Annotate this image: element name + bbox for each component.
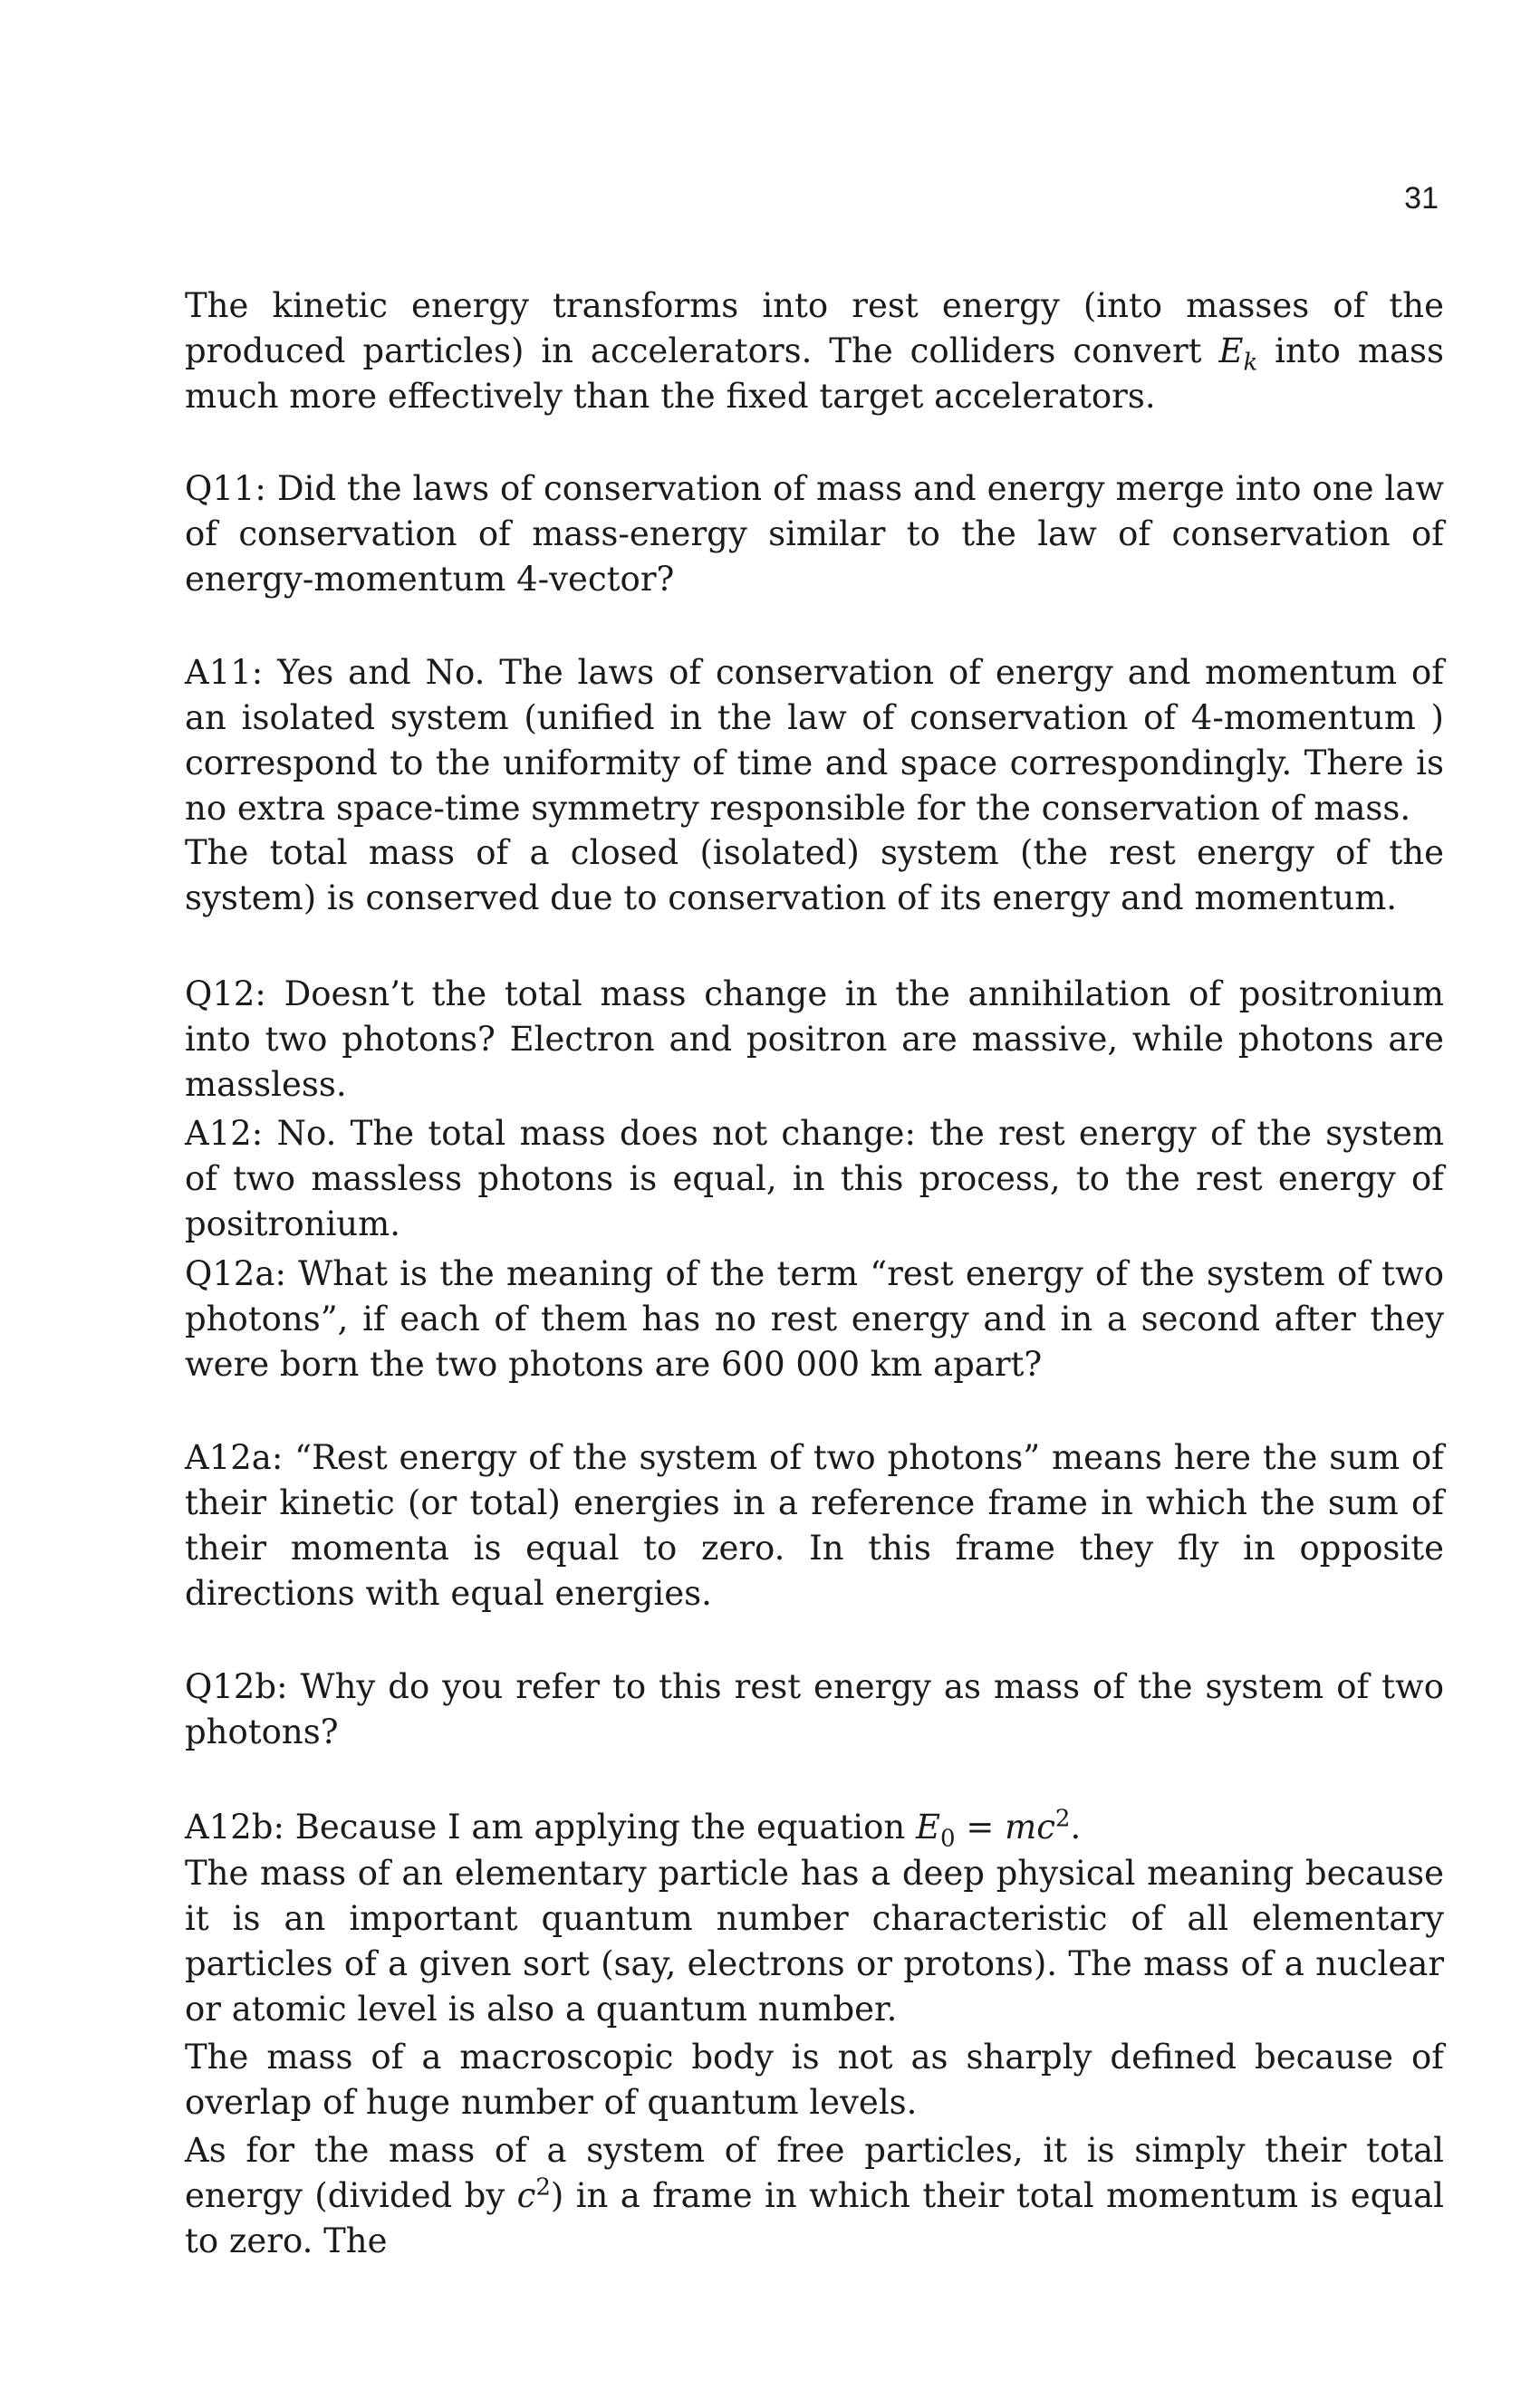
free-particles-text-end: ) in a frame in which their total momentum is equal to zero. The <box>185 2176 1444 2260</box>
kinetic-energy-symbol: E <box>1218 331 1244 370</box>
rest-energy-subscript: 0 <box>940 1825 956 1853</box>
kinetic-energy-subscript: k <box>1243 349 1258 377</box>
speed-of-light-exponent: 2 <box>535 2173 551 2202</box>
answer-a12a <box>185 1435 1444 1617</box>
answer-a11 <box>185 650 1444 831</box>
speed-of-light-symbol: c <box>516 2176 536 2215</box>
intro-text-start: The kinetic energy transforms into rest energy (into masses of the produced particles) in accelerators. The colliders convert <box>185 286 1444 370</box>
macroscopic-mass-text: The mass of a macroscopic body is not as sharply defined because of overlap of huge number of quantum levels. <box>185 2038 1444 2122</box>
elementary-mass-text: The mass of an elementary particle has a deep physical meaning because it is an important quantum number characteristic of all elementary particles of a given sort (say, electrons or protons). The mass of a nuclear or atomic level is also a quantum number. <box>185 1854 1444 2029</box>
equation-period: . <box>1070 1808 1082 1847</box>
mass-c-symbol: mc <box>1005 1808 1055 1847</box>
question-q12b <box>185 1664 1444 1755</box>
rest-energy-symbol: E <box>916 1808 941 1847</box>
free-particles-text-start: As for the mass of a system of free particles, it is simply their total energy (divided by <box>185 2131 1444 2215</box>
paragraph-free-particles-mass <box>185 2128 1444 2264</box>
answer-a12b <box>185 1805 1444 1853</box>
paragraph-elementary-mass <box>185 1851 1444 2032</box>
answer-a12 <box>185 1111 1444 1247</box>
answer-a12-text: A12: No. The total mass does not change: the rest energy of the system of two massless photons is equal, in this process, to the rest energy of positronium. <box>185 1114 1444 1243</box>
question-q12b-text: Q12b: Why do you refer to this rest energy as mass of the system of two photons? <box>185 1667 1444 1751</box>
question-q12a <box>185 1252 1444 1387</box>
answer-a11-text: A11: Yes and No. The laws of conservation of energy and momentum of an isolated system (unified in the law of conservation of 4-momentum ) correspond to the uniformity of time and space correspondingly. There is no extra space-time symmetry responsible for the conservation of mass. <box>185 653 1444 828</box>
question-q12a-text: Q12a: What is the meaning of the term “rest energy of the system of two photons”, if each of them has no rest energy and in a second after they were born the two photons are 600 000 km apart? <box>185 1254 1444 1384</box>
question-q11 <box>185 466 1444 602</box>
equals-sign: = <box>955 1808 1006 1847</box>
intro-text-end: into mass much more effectively than the fixed target accelerators. <box>185 331 1445 416</box>
paragraph-macroscopic-mass <box>185 2035 1444 2125</box>
answer-a11-continuation <box>185 830 1444 921</box>
question-q12 <box>185 972 1444 1108</box>
page-number: 31 <box>1404 181 1439 216</box>
answer-a12b-text: A12b: Because I am applying the equation <box>185 1808 917 1847</box>
answer-a11-continuation-text: The total mass of a closed (isolated) system (the rest energy of the system) is conserved due to conservation of its energy and momentum. <box>185 833 1444 917</box>
answer-a12a-text: A12a: “Rest energy of the system of two photons” means here the sum of their kinetic (or total) energies in a reference frame in which the sum of their momenta is equal to zero. In this frame they fly in opposite directions with equal energies. <box>185 1438 1444 1613</box>
c-squared-exponent: 2 <box>1054 1805 1071 1833</box>
paragraph-intro <box>185 283 1444 419</box>
question-q12-text: Q12: Doesn’t the total mass change in the annihilation of positronium into two photons? Electron and positron are massive, while photons are massless. <box>185 974 1444 1104</box>
question-q11-text: Q11: Did the laws of conservation of mass and energy merge into one law of conservation of mass-energy similar to the law of conservation of energy-momentum 4-vector? <box>185 469 1444 599</box>
